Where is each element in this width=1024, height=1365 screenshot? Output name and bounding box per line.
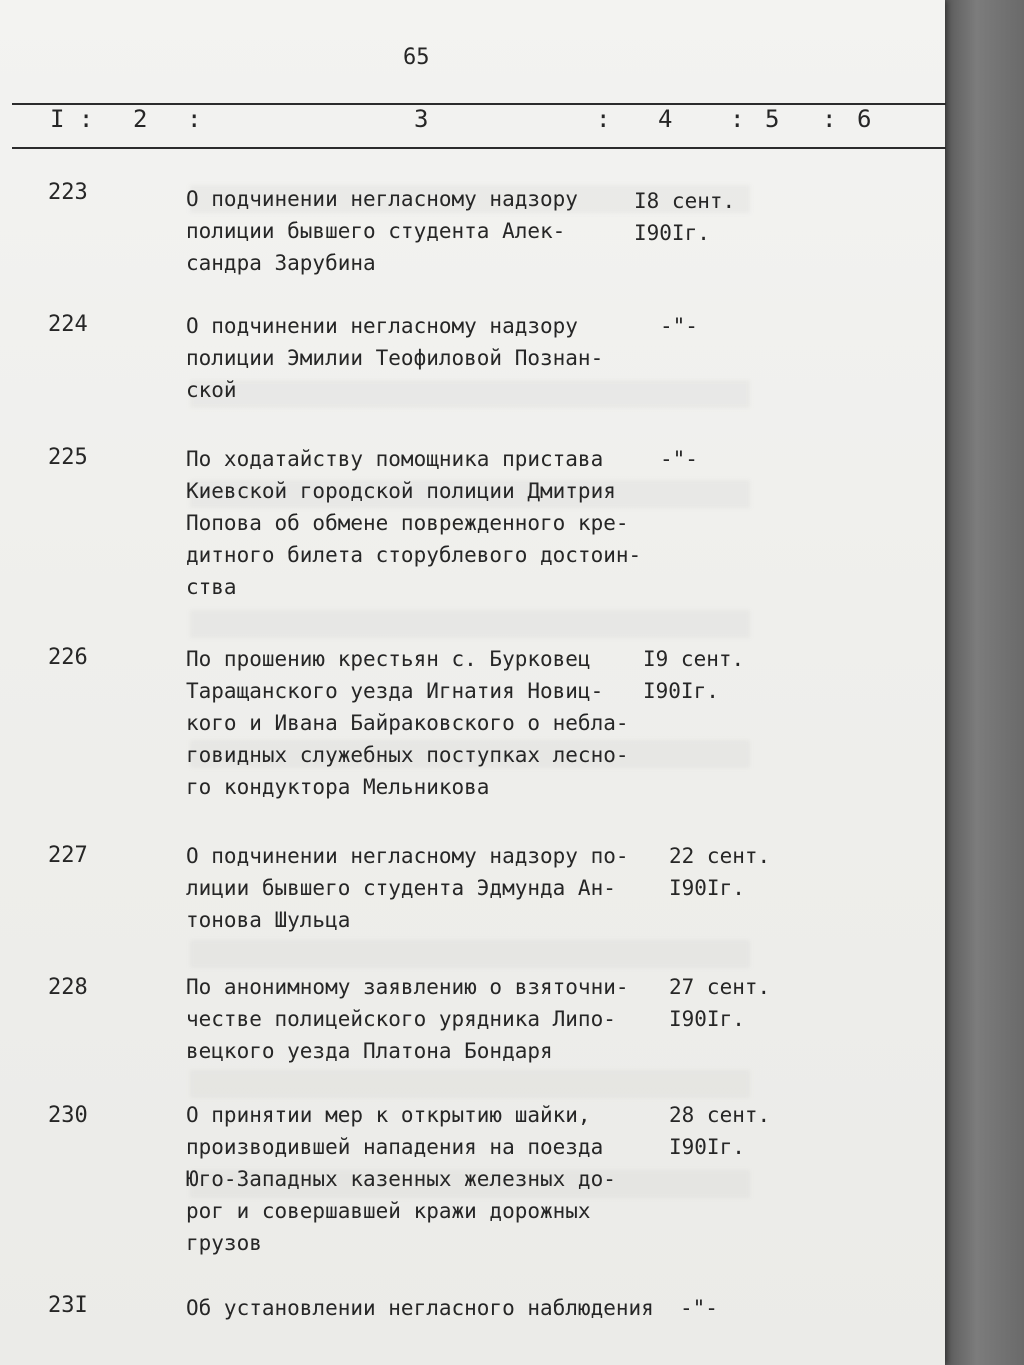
header-sep: : (187, 105, 202, 133)
entry-number: 225 (48, 445, 88, 470)
entry-text: По прошению крестьян с. Бурковец Таращанского уезда Игнатия Новиц- кого и Ивана Байраковского о небла- говидных служебных поступках лесно- го кондуктора Мельникова (186, 647, 629, 799)
entry-number: 227 (48, 843, 88, 868)
header-rule-bottom (12, 147, 946, 149)
header-col-2: 2 (133, 105, 148, 133)
entry-date: 22 сент. I90Iг. (669, 844, 771, 900)
page-number: 65 (403, 45, 430, 70)
entry-number: 224 (48, 312, 88, 337)
entry-text: О подчинении негласному надзору по- лиции бывшего студента Эдмунда Ан- тонова Шульца (186, 844, 629, 932)
header-col-3: 3 (414, 105, 429, 133)
header-sep: : (730, 105, 745, 133)
entry-text: О принятии мер к открытию шайки, производившей нападения на поезда Юго-Западных казенных железных до- рог и совершавшей кражи дорожных грузов (186, 1103, 616, 1255)
entry-date: 27 сент. I90Iг. (669, 975, 771, 1031)
header-col-5: 5 (765, 105, 780, 133)
header-sep: : (822, 105, 837, 133)
entry-text: По ходатайству помощника пристава Киевской городской полиции Дмитрия Попова об обмене поврежденного кре- дитного билета сторублевого достоин- ства (186, 447, 642, 599)
entry-text: О подчинении негласному надзору полиции Эмилии Теофиловой Познан- ской (186, 314, 604, 402)
entry-number: 226 (48, 645, 88, 670)
header-col-1: I : (50, 105, 94, 133)
entry-text: Об установлении негласного наблюдения (186, 1296, 654, 1320)
entry-date: I9 сент. I90Iг. (643, 647, 745, 703)
entry-number: 223 (48, 180, 88, 205)
page-edge-background (945, 0, 1024, 1365)
entry-text: О подчинении негласному надзору полиции бывшего студента Алек- сандра Зарубина (186, 187, 578, 275)
header-col-4: 4 (658, 105, 673, 133)
entry-date: -"- (660, 314, 698, 338)
header-rule-top (12, 103, 946, 105)
entry-text: По анонимному заявлению о взяточни- честве полицейского урядника Липо- вецкого уезда Платона Бондаря (186, 975, 629, 1063)
entry-number: 228 (48, 975, 88, 1000)
header-col-6: 6 (857, 105, 872, 133)
bleed-through (190, 940, 750, 968)
entry-date: -"- (680, 1296, 718, 1320)
entry-number: 23I (48, 1293, 88, 1318)
bleed-through (190, 1070, 750, 1098)
bleed-through (190, 610, 750, 638)
entry-number: 230 (48, 1103, 88, 1128)
header-sep: : (596, 105, 611, 133)
entry-date: 28 сент. I90Iг. (669, 1103, 771, 1159)
entry-date: I8 сент. I90Iг. (634, 189, 736, 245)
entry-date: -"- (660, 447, 698, 471)
